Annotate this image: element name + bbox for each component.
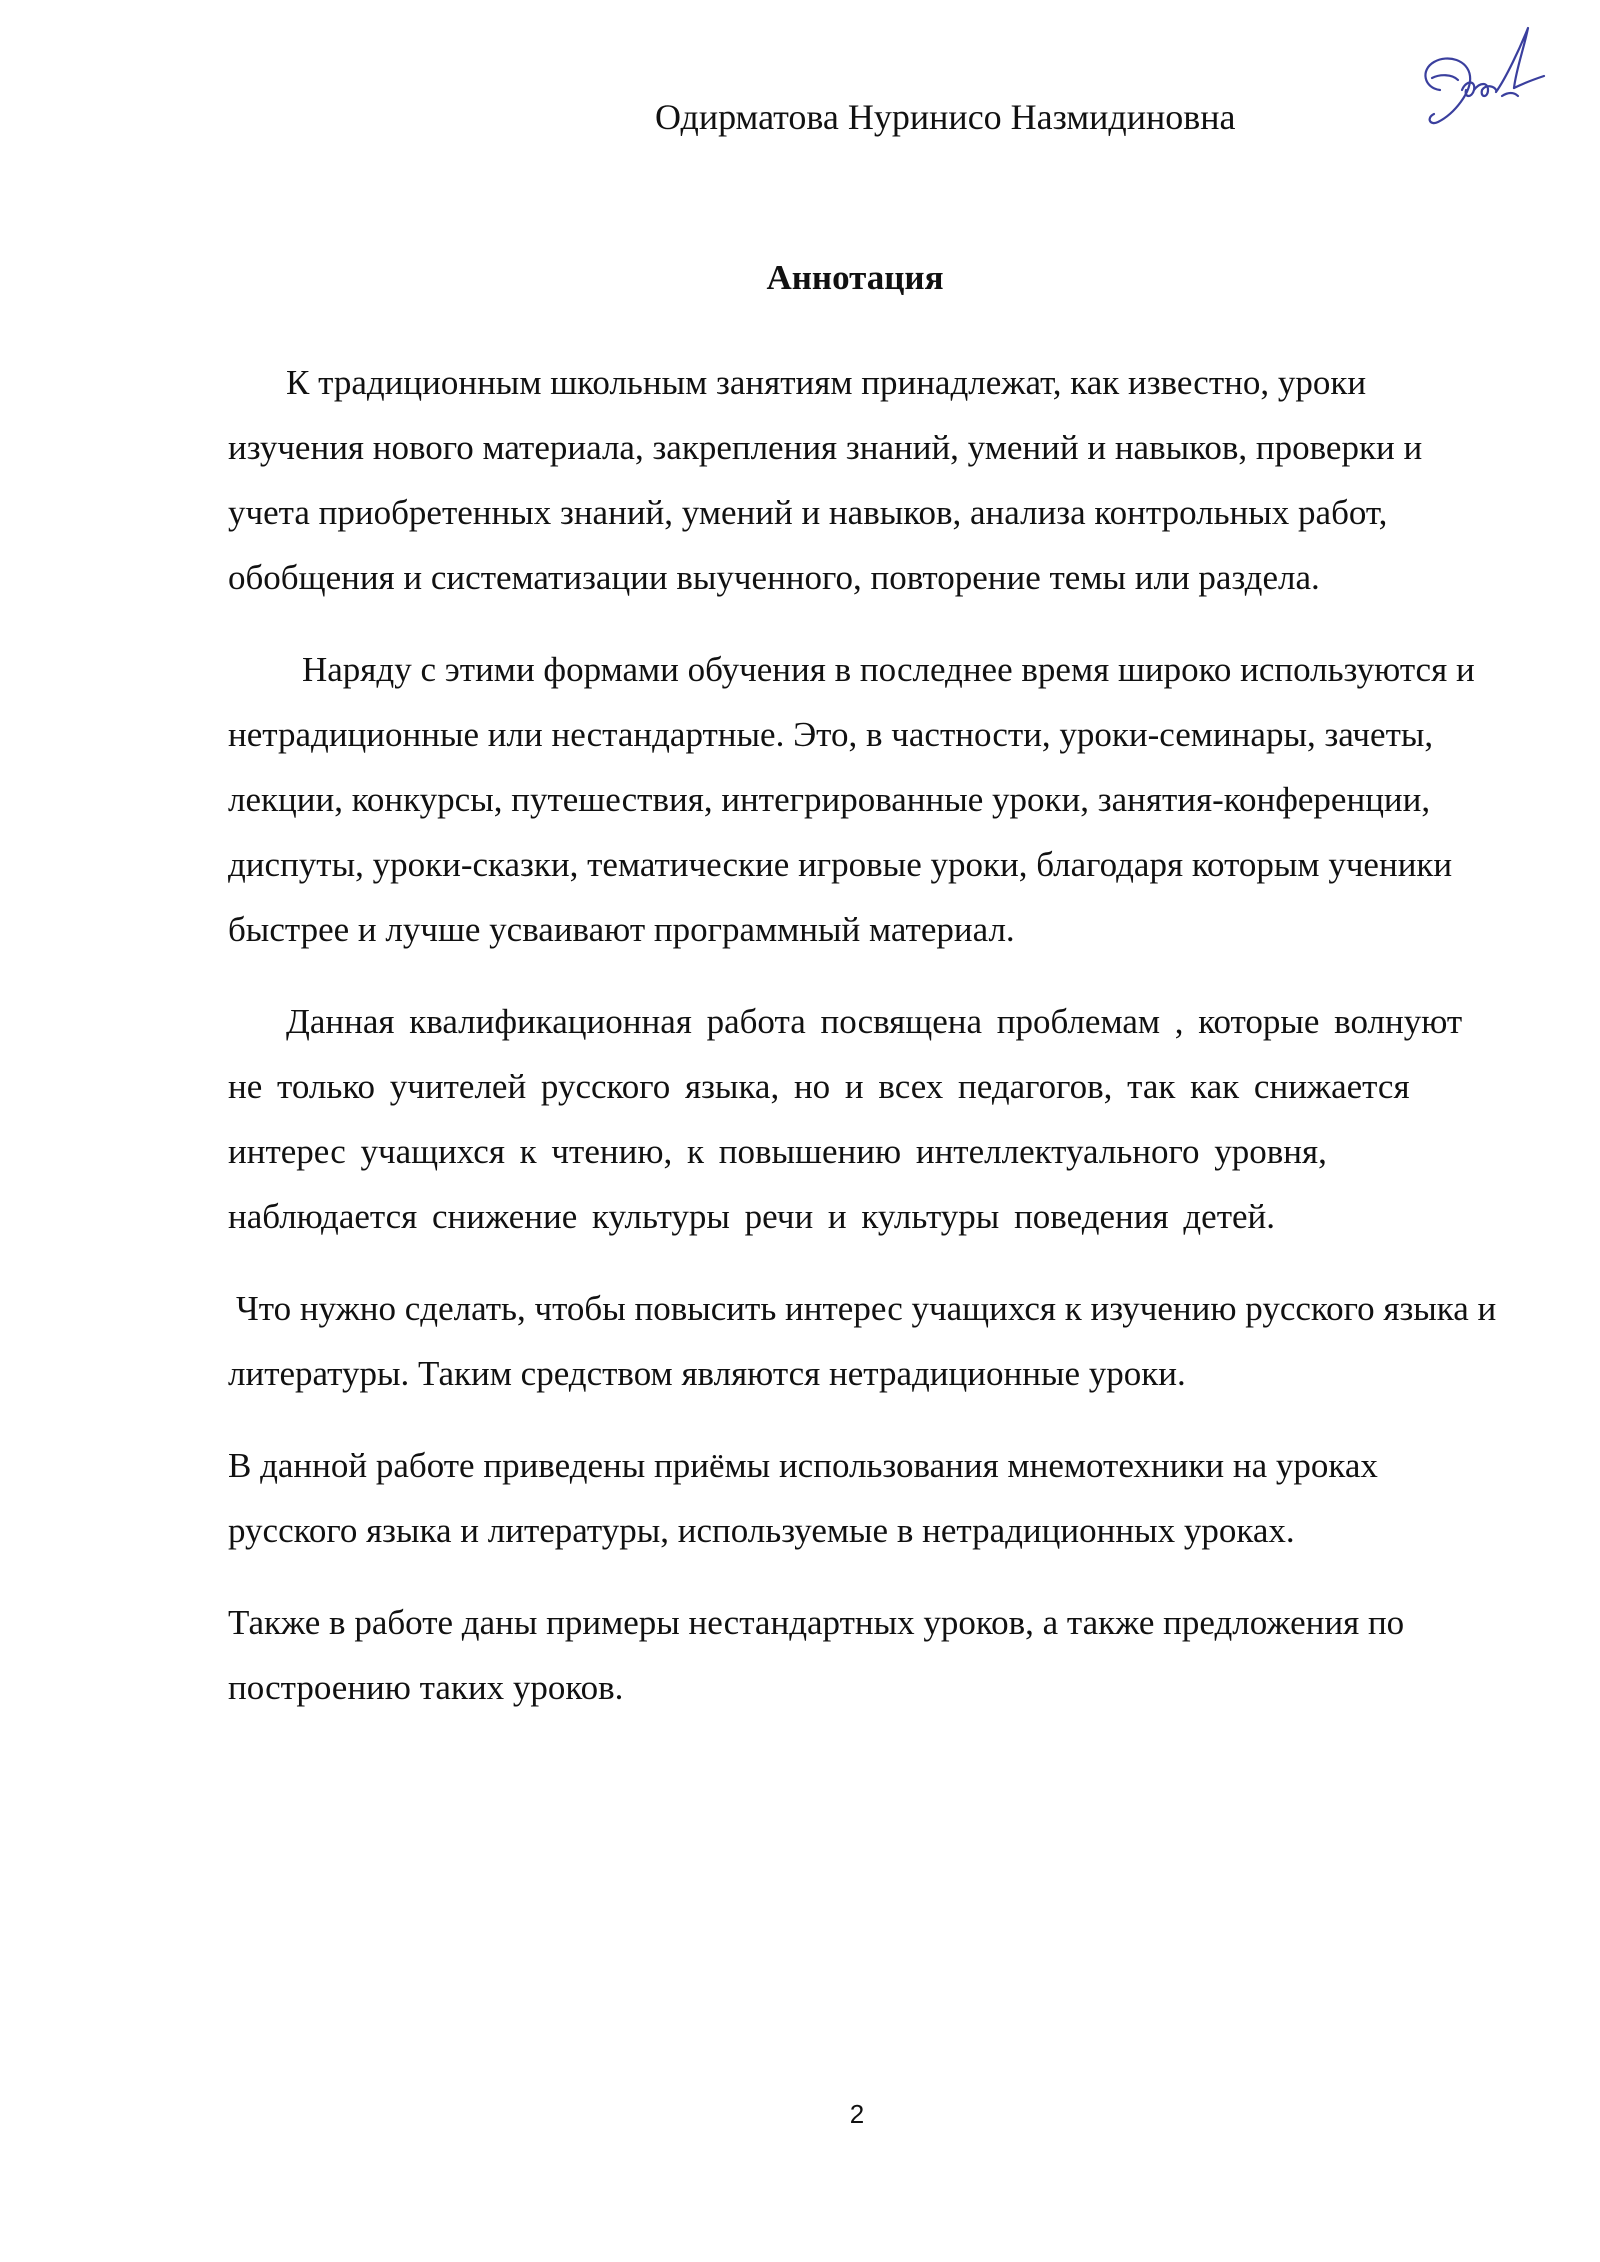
document-title: Аннотация	[766, 258, 944, 297]
document-body	[228, 350, 1498, 1720]
page-number: 2	[849, 2099, 865, 2129]
paragraph-3: Данная квалификационная работа посвящена проблемам , которые волнуют не только учителей русского языка, но и всех педагогов, так как снижается интерес учащихся к чтению, к повышению интеллектуального уровня, наблюдается снижение культуры речи и культуры поведения детей.	[228, 1002, 1463, 1236]
paragraph-1: К традиционным школьным занятиям принадлежат, как известно, уроки изучения нового материала, закрепления знаний, умений и навыков, проверки и учета приобретенных знаний, умений и навыков, анализа контрольных работ, обобщения и систематизации выученного, повторение темы или раздела.	[228, 363, 1423, 597]
author-name: Одирматова Нуринисо Назмидиновна	[655, 97, 1236, 137]
paragraph-2: Наряду с этими формами обучения в последнее время широко используются и нетрадиционные или нестандартные. Это, в частности, уроки-семинары, зачеты, лекции, конкурсы, путешествия, интегрированные уроки, занятия-конференции, диспуты, уроки-сказки, тематические игровые уроки, благодаря которым ученики быстрее и лучше усваивают программный материал.	[228, 650, 1475, 949]
paragraph-5: В данной работе приведены приёмы использования мнемотехники на уроках русского языка и литературы, используемые в нетрадиционных уроках.	[228, 1446, 1378, 1550]
paragraph-6: Также в работе даны примеры нестандартных уроков, а также предложения по построению таких уроков.	[228, 1603, 1405, 1707]
paragraph-4: Что нужно сделать, чтобы повысить интерес учащихся к изучению русского языка и литературы. Таким средством являются нетрадиционные уроки.	[228, 1289, 1497, 1393]
handwritten-signature	[1410, 18, 1550, 148]
